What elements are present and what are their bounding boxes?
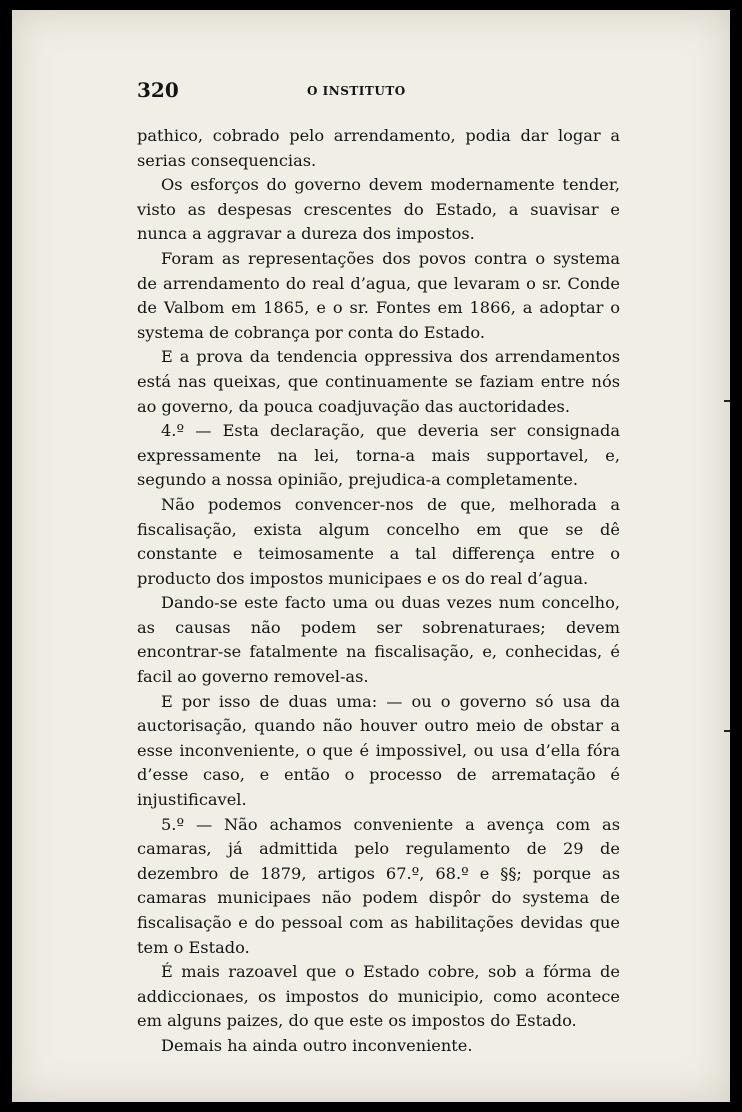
- paragraph: Os esforços do governo devem modernamente tender, visto as despesas crescentes do Estado, a suavisar e nunca a aggravar a dureza dos impostos.: [137, 175, 620, 244]
- page-number: 320: [137, 78, 179, 102]
- paragraph: pathico, cobrado pelo arrendamento, podia dar logar a serias consequencias.: [137, 126, 620, 170]
- paragraph: 5.º — Não achamos conveniente a avença com as camaras, já admittida pelo regulamento de 29 de dezembro de 1879, artigos 67.º, 68.º e §§; porque as camaras municipaes não podem dispôr do systema de fiscalisação e do pessoal com as habilitações devidas que tem o Estado.: [137, 814, 620, 957]
- page-header: [137, 78, 620, 108]
- paragraph: Não podemos convencer-nos de que, melhorada a fiscalisação, exista algum concelho em que se dê constante e teimosamente a tal differença entre o producto dos impostos municipaes e os do real d’agua.: [137, 494, 620, 588]
- paragraph: Demais ha ainda outro inconveniente.: [161, 1035, 473, 1055]
- paragraph: E a prova da tendencia oppressiva dos arrendamentos está nas queixas, que continuamente se faziam entre nós ao governo, da pouca coadjuvação das auctoridades.: [137, 347, 620, 416]
- body-text: [137, 124, 620, 1059]
- page-edge-mark: [724, 400, 730, 402]
- page-edge-mark: [724, 730, 730, 732]
- paragraph: É mais razoavel que o Estado cobre, sob a fórma de addiccionaes, os impostos do municipio, como acontece em alguns paizes, do que este os impostos do Estado.: [137, 962, 620, 1031]
- running-title: O INSTITUTO: [307, 84, 406, 98]
- paragraph: 4.º — Esta declaração, que deveria ser consignada expressamente na lei, torna-a mais supportavel, e, segundo a nossa opinião, prejudica-a completamente.: [137, 421, 620, 490]
- paragraph: Dando-se este facto uma ou duas vezes num concelho, as causas não podem ser sobrenaturaes; devem encontrar-se fatalmente na fiscalisação, e, conhecidas, é facil ao governo removel-as.: [137, 593, 620, 687]
- paragraph: Foram as representações dos povos contra o systema de arrendamento do real d’agua, que levaram o sr. Conde de Valbom em 1865, e o sr. Fontes em 1866, a adoptar o systema de cobrança por conta do Estado.: [137, 248, 620, 342]
- paragraph: E por isso de duas uma: — ou o governo só usa da auctorisação, quando não houver outro meio de obstar a esse inconveniente, o que é impossivel, ou usa d’ella fóra d’esse caso, e então o processo de arrematação é injustificavel.: [137, 691, 620, 810]
